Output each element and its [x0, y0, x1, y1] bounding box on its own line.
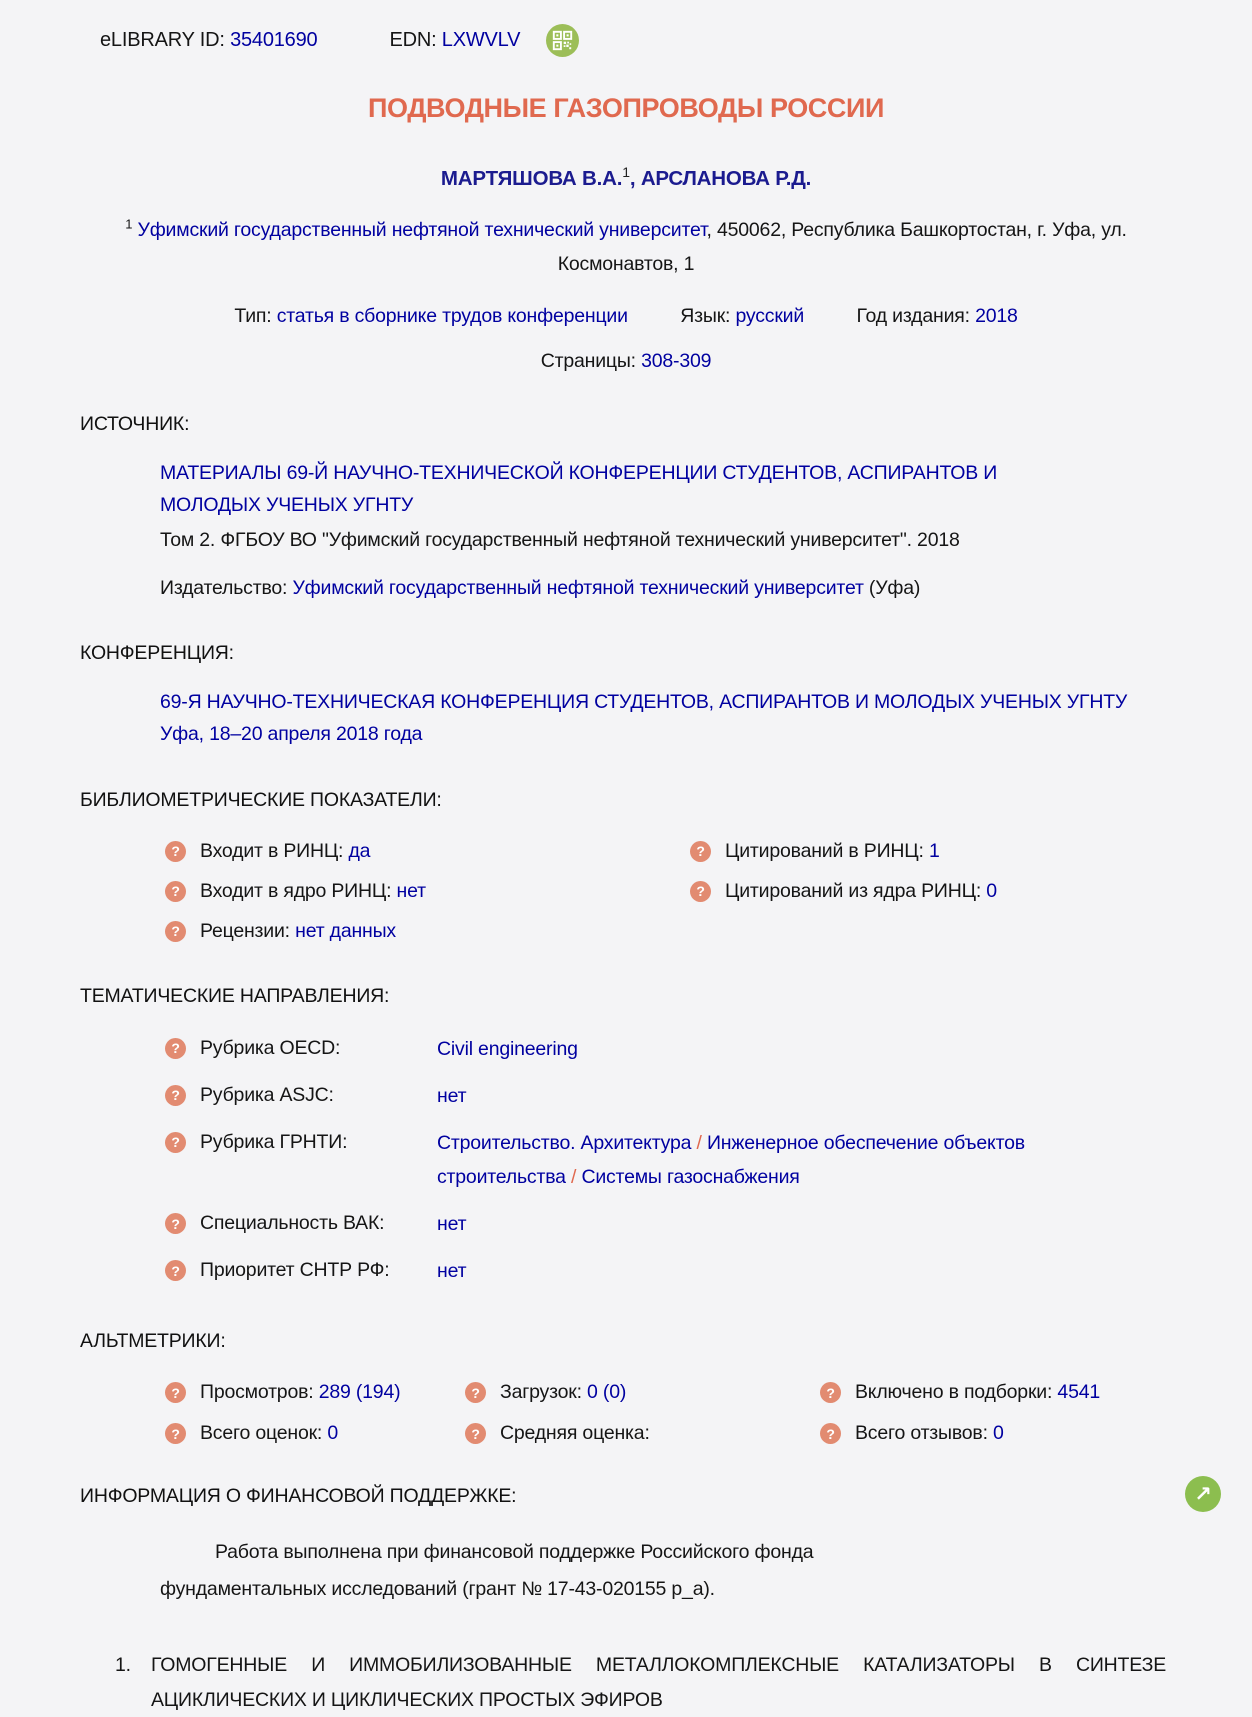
- source-section: [80, 413, 1172, 604]
- funding-heading: ИНФОРМАЦИЯ О ФИНАНСОВОЙ ПОДДЕРЖКЕ:: [80, 1485, 517, 1508]
- question-mark-icon[interactable]: ?: [165, 1382, 186, 1403]
- pages-value: 308-309: [641, 350, 712, 373]
- conference-section: [80, 642, 1172, 750]
- sntr-value: нет: [437, 1260, 467, 1283]
- metric-citations-core-label: Цитирований из ядра РИНЦ:: [725, 879, 982, 902]
- question-mark-icon[interactable]: ?: [165, 1213, 186, 1234]
- grnti-link-2[interactable]: Инженерное обеспечение объектов строительства: [437, 1131, 1025, 1188]
- grnti-separator: /: [691, 1131, 707, 1154]
- downloads-label: Загрузок:: [500, 1381, 582, 1404]
- elibrary-id-label: eLIBRARY ID:: [100, 29, 225, 51]
- source-heading: ИСТОЧНИК:: [80, 413, 190, 436]
- thematic-row-vak: [165, 1211, 1172, 1241]
- question-mark-icon[interactable]: ?: [465, 1423, 486, 1444]
- grnti-separator: /: [565, 1165, 582, 1188]
- page-title: ПОДВОДНЫЕ ГАЗОПРОВОДЫ РОССИИ: [367, 93, 885, 123]
- edn-value[interactable]: LXWVLV: [441, 29, 521, 51]
- metric-views: [165, 1381, 465, 1404]
- metric-total-ratings: [165, 1422, 465, 1445]
- language-pair: [680, 305, 809, 327]
- metric-rinc: [165, 840, 690, 863]
- publisher-label: Издательство:: [160, 576, 288, 599]
- collections-value[interactable]: 4541: [1057, 1381, 1101, 1404]
- views-value[interactable]: 289 (194): [318, 1381, 401, 1404]
- metric-citations-rinc-label: Цитирований в РИНЦ:: [725, 839, 924, 862]
- bibliometrics-section: [80, 789, 1172, 943]
- metric-rinc-core-label: Входит в ядро РИНЦ:: [200, 879, 392, 902]
- conference-location-date: Уфа, 18–20 апреля 2018 года: [160, 722, 423, 745]
- conference-title-link[interactable]: 69-Я НАУЧНО-ТЕХНИЧЕСКАЯ КОНФЕРЕНЦИЯ СТУДЕНТОВ, АСПИРАНТОВ И МОЛОДЫХ УЧЕНЫХ УГНТУ: [160, 691, 1128, 714]
- oecd-label: Рубрика OECD:: [200, 1036, 341, 1059]
- header-row: [100, 24, 1172, 57]
- source-title-link[interactable]: МАТЕРИАЛЫ 69-Й НАУЧНО-ТЕХНИЧЕСКОЙ КОНФЕРЕНЦИИ СТУДЕНТОВ, АСПИРАНТОВ И МОЛОДЫХ УЧЕНЫХ УГНТУ: [160, 462, 998, 516]
- total-ratings-value: 0: [327, 1422, 339, 1445]
- metric-collections: [820, 1381, 1100, 1404]
- author-link-2[interactable]: АРСЛАНОВА Р.Д.: [640, 166, 812, 190]
- grnti-link-1[interactable]: Строительство. Архитектура: [437, 1131, 692, 1154]
- metric-citations-rinc: [690, 840, 997, 863]
- meta-row: [80, 305, 1172, 328]
- question-mark-icon[interactable]: ?: [165, 881, 186, 902]
- author-link-1[interactable]: МАРТЯШОВА В.А.: [440, 166, 623, 190]
- metric-reviews-label: Рецензии:: [200, 919, 290, 942]
- pages-label: Страницы:: [540, 350, 636, 373]
- reference-number: 1.: [115, 1654, 131, 1677]
- question-mark-icon[interactable]: ?: [820, 1382, 841, 1403]
- scroll-action-button[interactable]: [1185, 1476, 1221, 1512]
- metric-rinc-value: да: [348, 839, 371, 862]
- metric-rinc-core: [165, 880, 690, 903]
- metric-citations-core-value[interactable]: 0: [986, 879, 997, 902]
- thematic-row-oecd: [165, 1036, 1172, 1066]
- language-label: Язык:: [680, 305, 731, 328]
- references-list: [115, 1648, 1172, 1716]
- thematics-heading: ТЕМАТИЧЕСКИЕ НАПРАВЛЕНИЯ:: [80, 984, 390, 1007]
- funding-text: Работа выполнена при финансовой поддержке Российского фонда фундаментальных исследований (грант № 17-43-020155 р_а).: [160, 1541, 814, 1601]
- affiliation-org-link[interactable]: Уфимский государственный нефтяной технический университет: [137, 218, 707, 241]
- publisher-line: [160, 573, 1172, 605]
- question-mark-icon[interactable]: ?: [165, 1423, 186, 1444]
- views-label: Просмотров:: [200, 1381, 314, 1404]
- elibrary-id-group: [100, 29, 317, 52]
- qr-code-button[interactable]: [546, 24, 579, 57]
- authors-separator: ,: [629, 166, 641, 190]
- altmetrics-heading: АЛЬТМЕТРИКИ:: [80, 1330, 226, 1353]
- thematic-row-sntr: [165, 1258, 1172, 1288]
- year-value: 2018: [975, 305, 1018, 328]
- affiliation-line: [111, 213, 1141, 281]
- edn-label: EDN:: [389, 29, 437, 51]
- language-value: русский: [735, 305, 805, 328]
- year-pair: [857, 305, 1018, 327]
- question-mark-icon[interactable]: ?: [165, 1260, 186, 1281]
- type-label: Тип:: [234, 305, 272, 328]
- pages-row: [80, 350, 1172, 373]
- total-reviews-label: Всего отзывов:: [855, 1422, 988, 1445]
- question-mark-icon[interactable]: ?: [465, 1382, 486, 1403]
- metric-reviews: [165, 920, 690, 943]
- question-mark-icon[interactable]: ?: [165, 1038, 186, 1059]
- metric-average-rating: [465, 1422, 820, 1445]
- conference-heading: КОНФЕРЕНЦИЯ:: [80, 642, 234, 665]
- arrow-up-right-icon: ↗: [1194, 1482, 1212, 1506]
- vak-label: Специальность ВАК:: [200, 1212, 385, 1235]
- thematic-row-asjc: [165, 1083, 1172, 1113]
- collections-label: Включено в подборки:: [855, 1381, 1053, 1404]
- thematic-row-grnti: [165, 1130, 1172, 1194]
- question-mark-icon[interactable]: ?: [690, 881, 711, 902]
- reference-title: ГОМОГЕННЫЕ И ИММОБИЛИЗОВАННЫЕ МЕТАЛЛОКОМПЛЕКСНЫЕ КАТАЛИЗАТОРЫ В СИНТЕЗЕ АЦИКЛИЧЕСКИХ И ЦИКЛИЧЕСКИХ ПРОСТЫХ ЭФИРОВ: [151, 1654, 1166, 1711]
- metric-reviews-value: нет данных: [295, 919, 396, 942]
- metric-total-reviews: [820, 1422, 1004, 1445]
- year-label: Год издания:: [856, 305, 970, 328]
- publisher-city: (Уфа): [863, 576, 921, 599]
- metric-rinc-label: Входит в РИНЦ:: [200, 839, 344, 862]
- altmetrics-section: [80, 1330, 1172, 1445]
- grnti-link-3[interactable]: Системы газоснабжения: [581, 1165, 800, 1188]
- question-mark-icon[interactable]: ?: [165, 1132, 186, 1153]
- question-mark-icon[interactable]: ?: [165, 921, 186, 942]
- thematics-section: [80, 985, 1172, 1289]
- author-1-affiliation-sup: 1: [622, 164, 630, 180]
- metric-rinc-core-value: нет: [396, 879, 426, 902]
- question-mark-icon[interactable]: ?: [165, 841, 186, 862]
- average-rating-label: Средняя оценка:: [500, 1422, 650, 1445]
- oecd-value-link[interactable]: Civil engineering: [437, 1037, 578, 1060]
- grnti-label: Рубрика ГРНТИ:: [200, 1130, 348, 1153]
- funding-section: [80, 1485, 1172, 1608]
- metric-downloads: [465, 1381, 820, 1404]
- authors-line: [80, 164, 1172, 191]
- question-mark-icon[interactable]: ?: [165, 1085, 186, 1106]
- list-item: [115, 1648, 1172, 1716]
- publisher-link[interactable]: Уфимский государственный нефтяной технический университет: [292, 576, 864, 599]
- downloads-value: 0 (0): [587, 1381, 627, 1404]
- edn-group: [389, 29, 520, 52]
- question-mark-icon[interactable]: ?: [820, 1423, 841, 1444]
- affiliation-sup: 1: [125, 216, 133, 232]
- source-details: Том 2. ФГБОУ ВО "Уфимский государственный нефтяной технический университет". 2018: [160, 529, 960, 552]
- asjc-label: Рубрика ASJC:: [200, 1083, 334, 1106]
- metric-citations-rinc-value[interactable]: 1: [928, 839, 940, 862]
- elibrary-id-value[interactable]: 35401690: [230, 29, 318, 51]
- qr-code-icon: [553, 31, 572, 50]
- total-reviews-value: 0: [993, 1422, 1004, 1445]
- total-ratings-label: Всего оценок:: [200, 1422, 323, 1445]
- bibliometrics-heading: БИБЛИОМЕТРИЧЕСКИЕ ПОКАЗАТЕЛИ:: [80, 788, 442, 811]
- affiliation-rest: , 450062, Республика Башкортостан, г. Уфа, ул. Космонавтов, 1: [557, 218, 1127, 275]
- vak-value: нет: [437, 1213, 467, 1236]
- type-value: статья в сборнике трудов конференции: [276, 305, 628, 328]
- sntr-label: Приоритет СНТР РФ:: [200, 1259, 390, 1282]
- question-mark-icon[interactable]: ?: [690, 841, 711, 862]
- metric-citations-core: [690, 880, 997, 903]
- asjc-value: нет: [437, 1084, 467, 1107]
- type-pair: [234, 305, 633, 327]
